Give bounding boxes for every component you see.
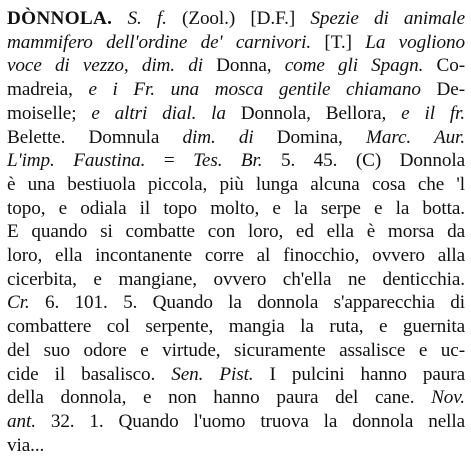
italic-text: dim. di [182,126,254,148]
roman-text: Donna, [202,55,285,77]
italic-text: e i Fr. una mosca gentile chiamano [88,79,421,101]
entry-line [7,410,465,434]
headword: DÒNNOLA. [7,8,113,29]
entry-line [7,78,465,102]
entry-line [7,315,465,339]
italic-text: Marc. Aur. [365,126,465,148]
italic-text: La vogliono [365,31,465,53]
italic-text: Nov. [431,387,465,409]
roman-text: cicerbita, e mangiane, ovvero ch'ella ne denticchia. [7,268,465,290]
roman-text: = [145,150,194,172]
roman-text: madreia, [7,79,89,101]
roman-text [112,8,127,29]
roman-text: I pulcini hanno paura [253,363,465,385]
entry-line [7,386,465,410]
roman-text: 32. 1. Quando l'uomo truova la donnola nella [35,410,465,432]
roman-text: è una bestiuola piccola, più lunga alcuna cosa che 'l [7,173,465,195]
entry-line [7,363,465,387]
entry-line [7,268,465,292]
italic-text: mammifero dell'ordine de' carnivori. [7,31,312,53]
italic-text: come gli Spagn. [284,55,424,77]
roman-text: moiselle; [7,102,92,124]
roman-text: Domina, [253,126,366,148]
roman-text: Donnola, Bellora, [225,102,402,124]
entry-line [7,7,465,31]
roman-text: loro, ella incontanente corre al finocchio, ovvero alla [7,245,465,267]
italic-text: ant. [7,410,36,432]
roman-text: cide il basalisco. [7,363,172,385]
italic-text: Spezie di animale [310,8,465,29]
entry-line [7,102,465,126]
roman-text: 6. 101. 5. Quando la donnola s'apparecchia di [29,292,465,314]
roman-text: E quando si combatte con loro, ed ella è morsa da [7,221,465,243]
roman-text: Belette. Domnula [7,126,183,148]
entry-line [7,339,465,363]
roman-text: Co- [423,55,465,77]
dictionary-entry-donnola [7,7,465,457]
italic-text: e altri dial. la [91,102,226,124]
italic-text: e il fr. [401,102,465,124]
italic-text: voce di vezzo, dim. di [7,55,203,77]
entry-line [7,434,465,457]
italic-text: Cr. [7,292,30,314]
roman-text: topo, e odiala il topo molto, e la serpe e la botta. [7,197,465,219]
entry-line [7,31,465,55]
entry-line [7,291,465,315]
roman-text: 5. 45. (C) Donnola [262,150,465,172]
roman-text: della donnola, e non hanno paura del cane. [7,387,432,409]
entry-line [7,220,465,244]
italic-text: Sen. Pist. [171,363,254,385]
entry-line [7,54,465,78]
entry-line [7,173,465,197]
entry-line [7,244,465,268]
roman-text: del suo odore e virtude, sicuramente assalisce e uc- [7,339,465,361]
entry-line [7,149,465,173]
entry-line [7,197,465,221]
roman-text: De- [420,79,465,101]
roman-text: via... [7,434,45,456]
italic-text: S. f. [127,8,167,29]
roman-text: combattere col serpente, mangia la ruta, e guernita [7,316,465,338]
italic-text: L'imp. Faustina. [7,150,146,172]
italic-text: Tes. Br. [193,150,263,172]
roman-text: [T.] [311,31,366,53]
roman-text: (Zool.) [D.F.] [166,8,311,29]
entry-line [7,126,465,150]
